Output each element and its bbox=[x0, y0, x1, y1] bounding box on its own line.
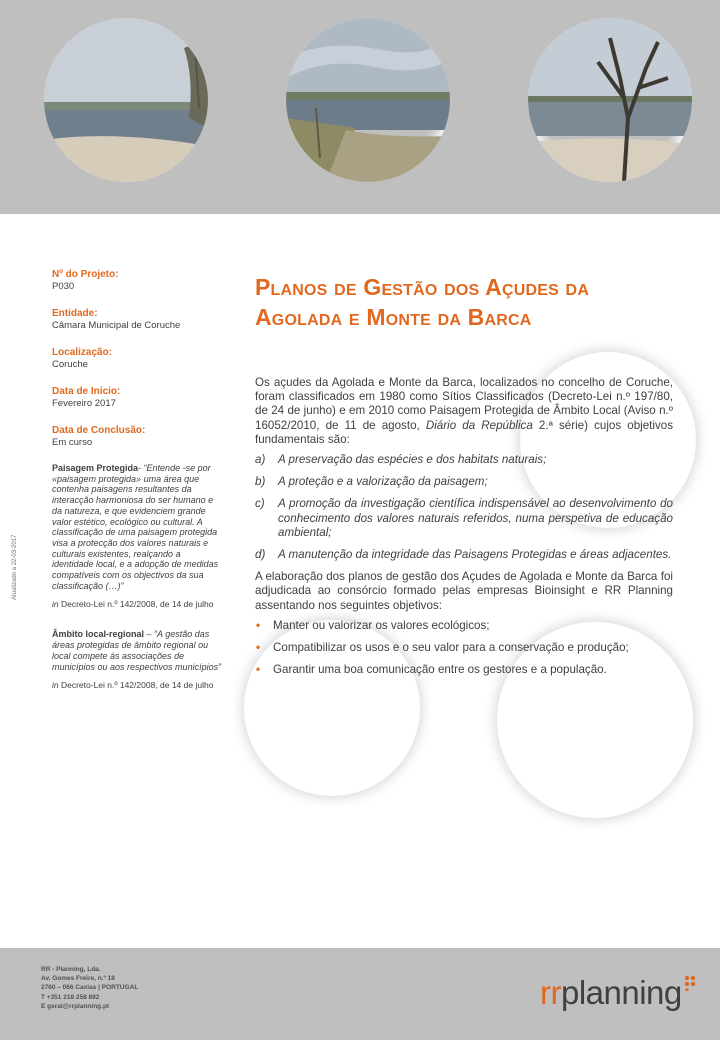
objective-item bbox=[255, 497, 673, 540]
definition-term: Âmbito local-regional bbox=[52, 629, 145, 640]
field-value: Em curso bbox=[52, 437, 93, 448]
location-field bbox=[52, 346, 224, 371]
objective-marker: c) bbox=[255, 497, 265, 511]
objective-item bbox=[255, 475, 673, 489]
logo-dots-icon bbox=[684, 975, 700, 991]
rrplanning-logo bbox=[540, 970, 700, 1016]
field-label: Entidade: bbox=[52, 308, 98, 319]
award-paragraph: A elaboração dos planos de gestão dos Açudes de Agolada e Monte da Barca foi adjudicada ao consórcio formado pelas empresas Bioinsight e RR Planning assentando nos seguintes objetivos: bbox=[255, 570, 673, 612]
definition-separator: - bbox=[138, 463, 144, 473]
address-line: T +351 218 258 892 bbox=[41, 993, 100, 1001]
definition-separator: – bbox=[144, 629, 155, 640]
company-address bbox=[41, 965, 138, 1011]
field-label: Nº do Projeto: bbox=[52, 269, 119, 280]
objective-item bbox=[255, 548, 673, 562]
objective-text: A preservação das espécies e dos habitats naturais; bbox=[278, 453, 547, 467]
goal-text: Manter ou valorizar os valores ecológicos; bbox=[273, 618, 490, 632]
field-label: Data de Início: bbox=[52, 386, 121, 397]
goal-text: Garantir uma boa comunicação entre os gestores e a população. bbox=[273, 663, 607, 677]
project-info-sidebar bbox=[52, 268, 224, 710]
field-value: Coruche bbox=[52, 359, 88, 370]
intro-italic: Diário da República bbox=[425, 418, 533, 432]
goal-item bbox=[255, 663, 673, 677]
definition-term: Paisagem Protegida bbox=[52, 463, 139, 473]
photo-reservoir-tree bbox=[528, 18, 692, 182]
goals-list bbox=[255, 619, 673, 678]
logo-wordmark bbox=[540, 970, 700, 1016]
citation-prefix: in bbox=[52, 680, 59, 691]
header-photo-band bbox=[0, 0, 720, 214]
citation-text: Decreto-Lei n.º 142/2008, de 14 de julho bbox=[58, 680, 214, 691]
objectives-list bbox=[255, 453, 673, 562]
field-value: Câmara Municipal de Coruche bbox=[52, 320, 181, 331]
logo-prefix: rr bbox=[540, 974, 561, 1011]
bullet-icon: • bbox=[256, 641, 261, 655]
definition-citation bbox=[52, 599, 224, 609]
field-value: Fevereiro 2017 bbox=[52, 398, 116, 409]
goal-item bbox=[255, 619, 673, 633]
bullet-icon: • bbox=[256, 663, 261, 677]
citation-prefix: in bbox=[52, 599, 59, 610]
objective-marker: b) bbox=[255, 475, 266, 489]
field-label: Data de Conclusão: bbox=[52, 425, 146, 436]
definition-quote: “Entende -se por «paisagem protegida» uma área que contenha paisagens resultantes da interacção harmoniosa do ser humano e da natureza, e que evidenciem grande valor estético, ecológico ou cultural. A classificação de uma paisagem protegida visa a protecção dos valores naturais e culturais existentes, realçando a identidade local, e a adopção de medidas compatíveis com os objectivos da sua classificação (…)” bbox=[52, 463, 219, 591]
end-date-field bbox=[52, 424, 224, 449]
intro-text-end: 2.ª série) cujos objetivos fundamentais são: bbox=[255, 418, 673, 446]
footer-band bbox=[0, 948, 720, 1040]
objective-text: A manutenção da integridade das Paisagens Protegidas e áreas adjacentes. bbox=[278, 548, 672, 562]
objective-item bbox=[255, 453, 673, 467]
bullet-icon: • bbox=[256, 618, 261, 632]
address-line: 2760 – 066 Caxias | PORTUGAL bbox=[41, 984, 139, 992]
update-date-mark: Atualizado a 22-03-2017 bbox=[12, 534, 18, 600]
definition-local-regional bbox=[52, 629, 224, 672]
photo-reservoir-beach bbox=[44, 18, 208, 182]
objective-marker: d) bbox=[255, 548, 266, 562]
intro-paragraph bbox=[255, 376, 673, 447]
entity-field bbox=[52, 307, 224, 332]
goal-item bbox=[255, 641, 673, 655]
start-date-field bbox=[52, 385, 224, 410]
definition-citation bbox=[52, 680, 224, 690]
objective-marker: a) bbox=[255, 453, 266, 467]
photo-reservoir-shore bbox=[286, 18, 450, 182]
address-line: E geral@rrplanning.pt bbox=[41, 1002, 110, 1010]
objective-text: A proteção e a valorização da paisagem; bbox=[278, 475, 488, 489]
field-value: P030 bbox=[52, 281, 75, 292]
main-content bbox=[255, 272, 673, 685]
address-line: RR - Planning, Lda. bbox=[41, 966, 101, 973]
objective-text: A promoção da investigação científica indispensável ao desenvolvimento do conhecimento dos valores naturais referidos, numa perspetiva de educação ambiental; bbox=[278, 497, 673, 539]
definition-quote: “A gestão das áreas protegidas de âmbito regional ou local compete às associações de municípios ou aos respectivos municípios” bbox=[52, 629, 222, 672]
intro-text: Os açudes da Agolada e Monte da Barca, localizados no concelho de Coruche, foram classificados em 1980 como Sítios Classificados (Decreto-Lei n.º 197/80, de 24 de junho) e em 2010 como Paisagem Protegida de Âmbito Local (Aviso n.º 16052/2010, de 11 de agosto, bbox=[255, 376, 673, 432]
page-title: Planos de Gestão dos Açudes da Agolada e Monte da Barca bbox=[255, 274, 590, 330]
field-label: Localização: bbox=[52, 347, 113, 358]
definition-protected-landscape bbox=[52, 463, 224, 591]
citation-text: Decreto-Lei n.º 142/2008, de 14 de julho bbox=[58, 599, 214, 610]
address-line: Av. Gomes Freire, n.º 18 bbox=[41, 975, 115, 983]
goal-text: Compatibilizar os usos e o seu valor para a conservação e produção; bbox=[273, 641, 629, 655]
project-number-field bbox=[52, 268, 224, 293]
logo-suffix: planning bbox=[560, 974, 682, 1011]
